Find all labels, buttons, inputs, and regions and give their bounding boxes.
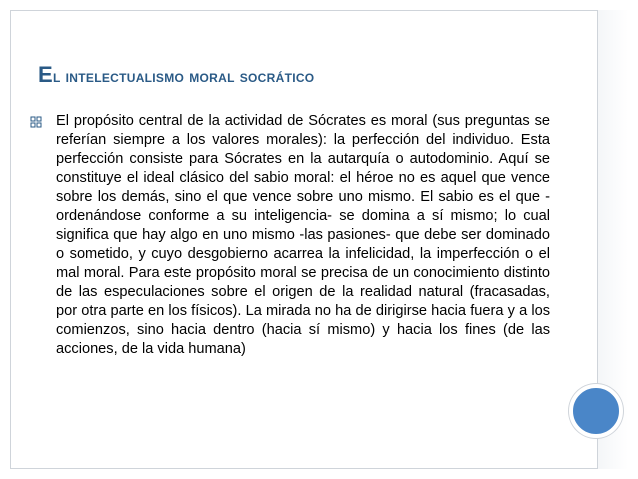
square-bullet-icon [30, 116, 42, 132]
bullet-text: El propósito central de la actividad de Sócrates es moral (sus preguntas se referían siempre a los valores morales): la perfección del individuo. Esta perfección consiste para Sócrates en la autarquía o autodominio. Aquí se constituye el ideal clásico del sabio moral: el héroe no es aquel que vence sobre los demás, sino el que vence sobre uno mismo. El sabio es el que -ordenándose conforme a su inteligencia- se domina a sí mismo; lo cual significa que hay algo en uno mismo -las pasiones- que debe ser dominado o sometido, y cuyo desgobierno acarrea la infelicidad, la imperfección o el mal moral. Para este propósito moral se precisa de un conocimiento distinto de las especulaciones sobre el origen de la realidad natural (fracasadas, por otra parte en los físicos). La mirada no ha de dirigirse hacia fuera y a los comienzos, sino hacia dentro (hacia sí mismo) y hacia los fines (de las acciones, de la vida humana) [56, 113, 550, 357]
decorative-circle [569, 384, 623, 438]
slide-title: El intelectualismo moral socrático [38, 62, 315, 87]
bullet-item [30, 112, 550, 359]
